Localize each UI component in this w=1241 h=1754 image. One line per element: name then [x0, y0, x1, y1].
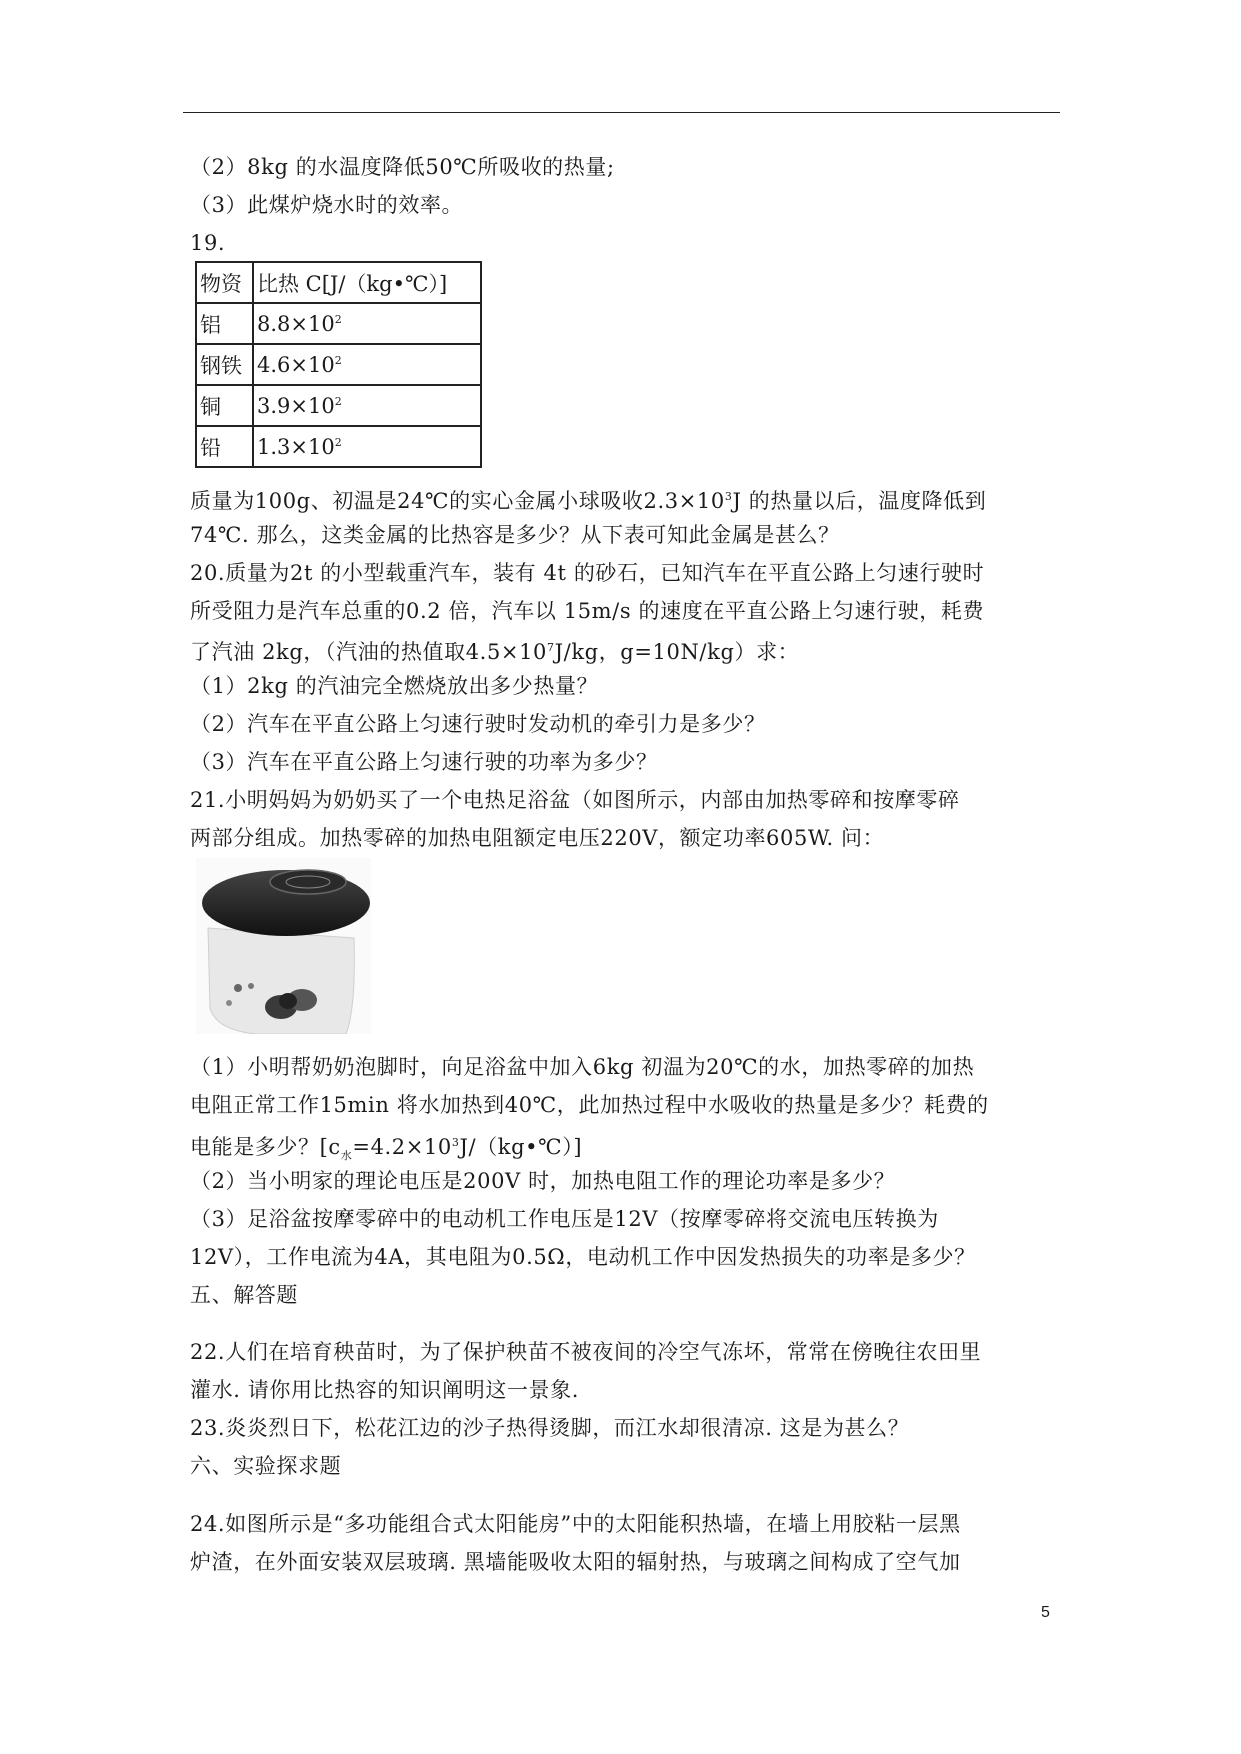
- q23-text: 23.炎炎烈日下，松花江边的沙子热得烫脚，而江水却很清凉. 这是为甚么？: [190, 1416, 910, 1440]
- q20-part2: （2）汽车在平直公路上匀速行驶时发动机的牵引力是多少？: [190, 712, 766, 736]
- table-row: [196, 426, 481, 467]
- q20-part1: （1）2kg 的汽油完全燃烧放出多少热量？: [190, 674, 599, 698]
- q21-part3-line2: 12V），工作电流为4A，其电阻为0.5Ω，电动机工作中因发热损失的功率是多少？: [190, 1245, 976, 1269]
- page-number: 5: [1041, 1604, 1050, 1621]
- q20-text-line1: 20.质量为2t 的小型载重汽车，装有 4t 的砂石，已知汽车在平直公路上匀速行驶时: [190, 561, 985, 585]
- q20-text-line2: 所受阻力是汽车总重的0.2 倍，汽车以 15m/s 的速度在平直公路上匀速行驶，耗费: [190, 599, 985, 623]
- table-cell-material: 钢铁: [196, 344, 253, 385]
- table-row: [196, 303, 481, 344]
- table-cell-material: 铝: [196, 303, 253, 344]
- q24-text-line1: 24.如图所示是“多功能组合式太阳能房”中的太阳能积热墙，在墙上用胶粘一层黑: [190, 1512, 961, 1536]
- table-row: [196, 385, 481, 426]
- section-heading-6: 六、实验探求题: [190, 1454, 342, 1478]
- q22-text-line2: 灌水. 请你用比热容的知识阐明这一景象.: [190, 1378, 580, 1402]
- q24-text-line2: 炉渣，在外面安装双层玻璃. 黑墙能吸收太阳的辐射热，与玻璃之间构成了空气加: [190, 1550, 961, 1574]
- q22-text-line1: 22.人们在培育秧苗时，为了保护秧苗不被夜间的冷空气冻坏，常常在傍晚往农田里: [190, 1340, 982, 1364]
- q18-part3: （3）此煤炉烧水时的效率。: [190, 193, 464, 217]
- q21-part2: （2）当小明家的理论电压是200V 时，加热电阻工作的理论功率是多少？: [190, 1169, 896, 1193]
- q19-text-line1: 质量为100g、初温是24℃的实心金属小球吸收$2.3\times 10^3J$ 的热量以后，温度降低到: [190, 489, 987, 513]
- q21-part1-line3: 电能是多少？$[c_水=4.2\times 10^3J/(kg•℃)]$: [190, 1135, 583, 1163]
- specific-heat-table: [195, 261, 482, 468]
- table-header-cell: 物资: [196, 262, 253, 303]
- q18-part2: （2）8kg 的水温度降低50℃所吸收的热量;: [190, 155, 615, 179]
- q21-text-line2: 两部分组成。加热零碎的加热电阻额定电压220V，额定功率605W. 问：: [190, 826, 885, 850]
- q20-text-line3: 了汽油 2kg，（汽油的热值取$4.5\times 10^7J/kg$，g=10N/kg）求：: [190, 640, 800, 664]
- table-cell-value: $1.3\times 10^2$: [253, 426, 481, 467]
- q20-part3: （3）汽车在平直公路上匀速行驶的功率为多少？: [190, 750, 658, 774]
- q19-text-line2: 74℃. 那么，这类金属的比热容是多少？从下表可知此金属是甚么？: [190, 523, 840, 547]
- q19-number: 19.: [190, 231, 226, 255]
- foot-bath-image: [196, 858, 371, 1034]
- table-header-cell: 比热 C[J/（kg•℃）]: [253, 262, 481, 303]
- q21-part3-line1: （3）足浴盆按摩零碎中的电动机工作电压是12V（按摩零碎将交流电压转换为: [190, 1207, 939, 1231]
- header-rule: [183, 112, 1060, 113]
- table-cell-value: $8.8\times 10^2$: [253, 303, 481, 344]
- table-cell-material: 铅: [196, 426, 253, 467]
- q21-text-line1: 21.小明妈妈为奶奶买了一个电热足浴盆（如图所示，内部由加热零碎和按摩零碎: [190, 788, 960, 812]
- table-header-row: [196, 262, 481, 303]
- table-cell-material: 铜: [196, 385, 253, 426]
- table-cell-value: $4.6\times 10^2$: [253, 344, 481, 385]
- table-cell-value: $3.9\times 10^2$: [253, 385, 481, 426]
- q21-part1-line2: 电阻正常工作15min 将水加热到40℃，此加热过程中水吸收的热量是多少？耗费的: [190, 1093, 989, 1117]
- q21-part1-line1: （1）小明帮奶奶泡脚时，向足浴盆中加入6kg 初温为20℃的水，加热零碎的加热: [190, 1055, 975, 1079]
- table-row: [196, 344, 481, 385]
- section-heading-5: 五、解答题: [190, 1283, 298, 1307]
